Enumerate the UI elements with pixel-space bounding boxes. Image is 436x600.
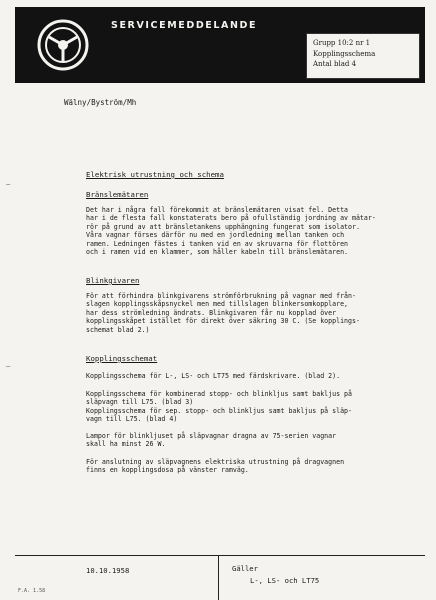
- authors: Wälny/Byström/Mh: [64, 98, 137, 107]
- info-line-title: Kopplingsschema: [313, 49, 376, 58]
- section-text-blinker-unit: För att förhindra blinkgivarens strömförbrukning på vagnar med från- slagen kopplingsskåpsnyckel men med tillslagen blinkersomkopplare, har dess strömledning ändrats. Blinkgivaren får nu kopplad över kopplingsskåpet istället för direkt över säkring 30 C. (Se kopplings- schemat blad 2.): [86, 292, 360, 334]
- margin-mark: –: [6, 362, 11, 370]
- info-line-pages: Antal blad 4: [313, 60, 357, 68]
- section-text-wiring-4: För anslutning av släpvagnens elektriska utrustning på dragvagnen finns en kopplingsdosa på vänster ramväg.: [86, 458, 345, 475]
- info-box: [306, 33, 420, 79]
- section-heading-wiring-diagrams: Kopplingsschemat: [86, 354, 158, 363]
- section-text-wiring-1: Kopplingsschema för L-, LS- och LT75 med färdskrivare. (blad 2).: [86, 372, 341, 380]
- section-text-wiring-3: Lampor för blinkljuset på släpvagnar dragna av 75-serien vagnar skall ha minst 26 W.: [86, 432, 337, 449]
- section-text-fuel-gauge: Det har i några fall förekommit at bränslemätaren visat fel. Detta har i de flesta fall konstaterats bero på ofullständig jordning av mätar- rör på grund av att bränsletankens upphängning fungerat som isolator. Våra vagnar förses därför nu med en jordledning mellan tanken och ramen. Ledningen fästes i tanken vid en av skruvarna för flottören och i ramen vid en klammer, som håller kabeln till bränslemätaren.: [86, 206, 376, 257]
- margin-mark: –: [6, 180, 11, 188]
- intro-heading: Elektrisk utrustning och schema: [86, 170, 224, 179]
- brand-title: SERVICEMEDDELANDE: [111, 20, 258, 31]
- footer-divider: [15, 555, 425, 556]
- footer-applies-value: L-, LS- och LT75: [250, 576, 320, 585]
- section-heading-blinker-unit: Blinkgivaren: [86, 276, 140, 285]
- footer-date: 10.10.1958: [86, 566, 130, 575]
- footer-applies-label: Gäller: [232, 564, 258, 573]
- info-line-group: Grupp 10:2 nr 1: [313, 39, 371, 47]
- section-text-wiring-2: Kopplingsschema för kombinerad stopp- och blinkljus samt bakljus på släpvagn till L75. (blad 3) Kopplingsschema för sep. stopp- och blinkljus samt bakljus på släp- vagn till L75. (blad 4): [86, 390, 352, 424]
- footer-separator: [218, 555, 219, 600]
- steering-wheel-emblem-icon: [37, 19, 89, 71]
- section-heading-fuel-gauge: Bränslemätaren: [86, 190, 149, 199]
- footer-print-code: F.A. 1.58: [18, 588, 46, 594]
- header-band: [15, 7, 425, 83]
